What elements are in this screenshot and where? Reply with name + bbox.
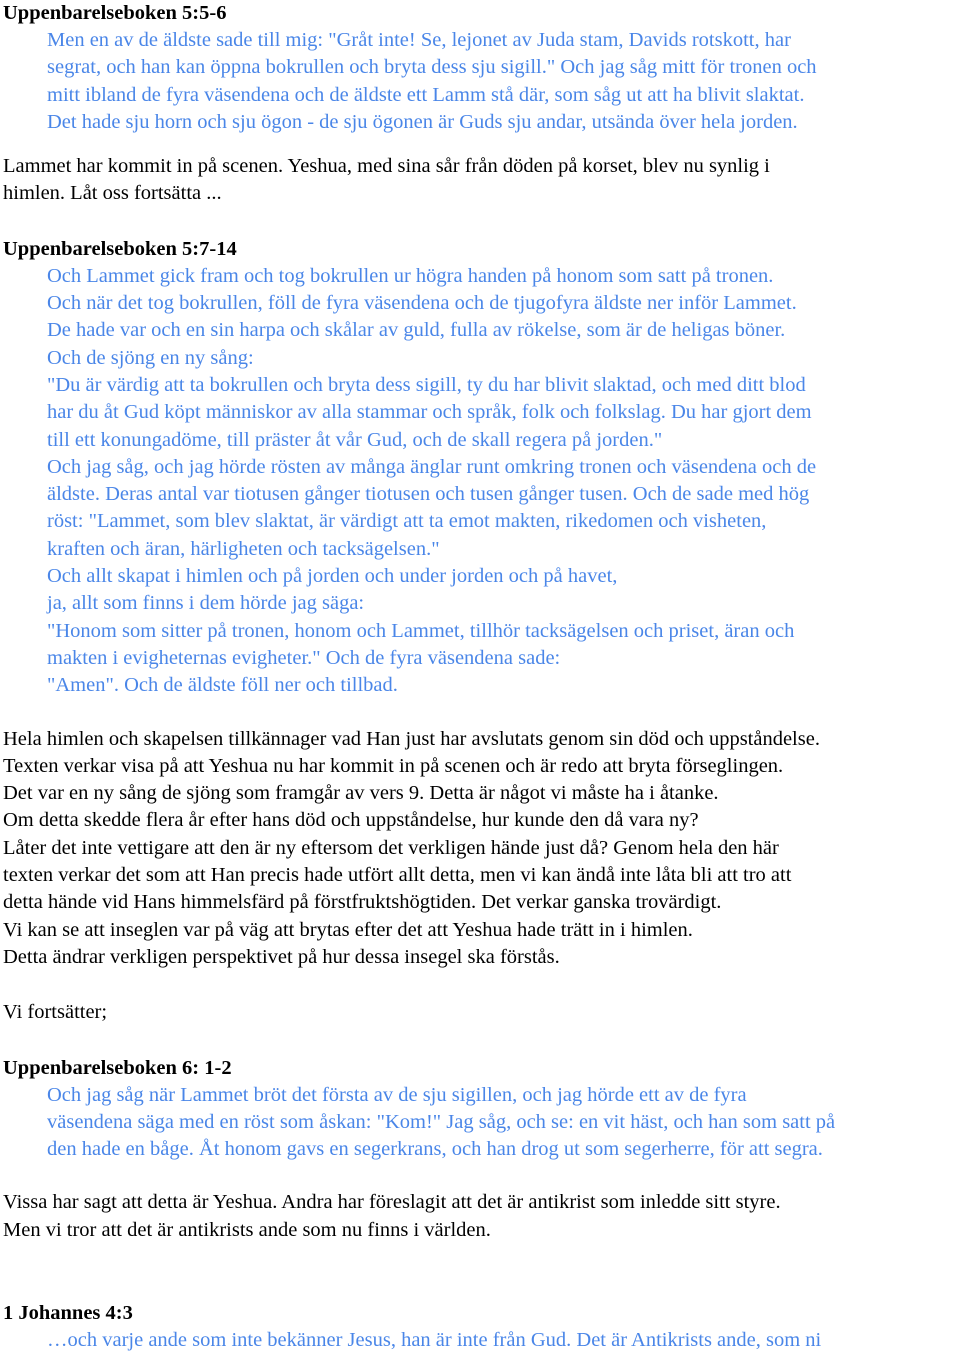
quote-line: äldste. Deras antal var tiotusen gånger tiotusen och tusen gånger tusen. Och de sade med hög [47,483,810,506]
commentary-line: Detta ändrar verkligen perspektivet på hur dessa insegel ska förstås. [3,945,560,968]
document-page [3,0,958,1354]
quote-line: Och jag såg när Lammet bröt det första av de sju sigillen, och jag hörde ett av de fyra [47,1083,747,1106]
commentary-line: Hela himlen och skapelsen tillkännager vad Han just har avslutats genom sin död och uppståndelse. [3,727,820,750]
scripture-quote [47,263,958,700]
quote-line: Och Lammet gick fram och tog bokrullen ur högra handen på honom som satt på tronen. [47,264,774,287]
quote-line: "Du är värdig att ta bokrullen och bryta dess sigill, ty du har blivit slaktad, och med ditt blod [47,373,806,396]
commentary-line: Om detta skedde flera år efter hans död och uppståndelse, hur kunde den då vara ny? [3,809,699,832]
section-heading: Uppenbarelseboken 6: 1-2 [3,1056,232,1079]
quote-line: Och jag såg, och jag hörde rösten av många änglar runt omkring tronen och väsendena och de [47,455,817,478]
section-heading: Uppenbarelseboken 5:7-14 [3,237,237,260]
commentary-line: himlen. Låt oss fortsätta ... [3,182,222,205]
commentary-line: Det var en ny sång de sjöng som framgår av vers 9. Detta är något vi måste ha i åtanke. [3,782,719,805]
section-heading: Uppenbarelseboken 5:5-6 [3,2,227,24]
commentary-line: Vissa har sagt att detta är Yeshua. Andra har föreslagit att det är antikrist som inledde sitt styre. [3,1191,781,1214]
commentary-line: Vi kan se att inseglen var på väg att brytas efter det att Yeshua hade trätt in i himlen. [3,918,693,941]
quote-line: …och varje ande som inte bekänner Jesus, han är inte från Gud. Det är Antikrists ande, som ni [47,1328,822,1351]
commentary-line: Men vi tror att det är antikrists ande som nu finns i världen. [3,1218,491,1241]
quote-line: Det hade sju horn och sju ögon - de sju ögonen är Guds sju andar, utsända över hela jorden. [47,110,798,133]
commentary-line: Lammet har kommit in på scenen. Yeshua, med sina sår från döden på korset, blev nu synlig i [3,155,770,178]
quote-line: ja, allt som finns i dem hörde jag säga: [47,592,365,615]
commentary-line: Texten verkar visa på att Yeshua nu har kommit in på scenen och är redo att bryta förseglingen. [3,754,784,777]
quote-line: den hade en båge. Åt honom gavs en segerkrans, och han drog ut som segerherre, för att segra. [47,1138,823,1161]
quote-line: segrat, och han kan öppna bokrullen och bryta dess sju sigill." Och jag såg mitt för tronen och [47,56,817,79]
quote-line: väsendena säga med en röst som åskan: "Kom!" Jag såg, och se: en vit häst, och han som satt på [47,1110,836,1133]
quote-line: Men en av de äldste sade till mig: "Gråt inte! Se, lejonet av Juda stam, Davids rotskott, har [47,29,791,51]
quote-line: röst: "Lammet, som blev slaktat, är värdigt att ta emot makten, rikedomen och visheten, [47,510,767,533]
quote-line: till ett konungadöme, till präster åt vår Gud, och de skall regera på jorden." [47,428,663,451]
quote-line: Och de sjöng en ny sång: [47,346,254,369]
commentary-paragraph [3,1189,958,1244]
quote-line: har du åt Gud köpt människor av alla stammar och språk, folk och folkslag. Du har gjort dem [47,401,812,424]
scripture-quote [47,27,958,136]
commentary-line: detta hände vid Hans himmelsfärd på förstfruktshögtiden. Det verkar ganska trovärdigt. [3,891,722,914]
commentary-line: Låter det inte vettigare att den är ny eftersom det verkligen hände just då? Genom hela den här [3,836,779,859]
scripture-quote [47,1327,958,1354]
commentary-paragraph [3,726,958,972]
commentary-line: texten verkar det som att Han precis hade utfört allt detta, men vi kan ändå inte låta bli att tro att [3,864,792,887]
quote-line: makten i evigheternas evigheter." Och de fyra väsendena sade: [47,646,561,669]
quote-line: "Honom som sitter på tronen, honom och Lammet, tillhör tacksägelsen och priset, äran och [47,619,795,642]
quote-line: kraften och äran, härligheten och tacksägelsen." [47,537,440,560]
quote-line: mitt ibland de fyra väsendena och de äldste ett Lamm stå där, som såg ut att ha blivit slaktat. [47,83,805,106]
commentary-paragraph [3,153,958,208]
section-heading: 1 Johannes 4:3 [3,1301,133,1324]
quote-line: Och allt skapat i himlen och på jorden och under jorden och på havet, [47,565,618,588]
quote-line: "Amen". Och de äldste föll ner och tillbad. [47,674,398,697]
continue-text: Vi fortsätter; [3,1001,108,1024]
scripture-quote [47,1082,958,1164]
quote-line: De hade var och en sin harpa och skålar av guld, fulla av rökelse, som är de heligas böner. [47,319,786,342]
quote-line: Och när det tog bokrullen, föll de fyra väsendena och de tjugofyra äldste ner inför Lammet. [47,292,797,315]
